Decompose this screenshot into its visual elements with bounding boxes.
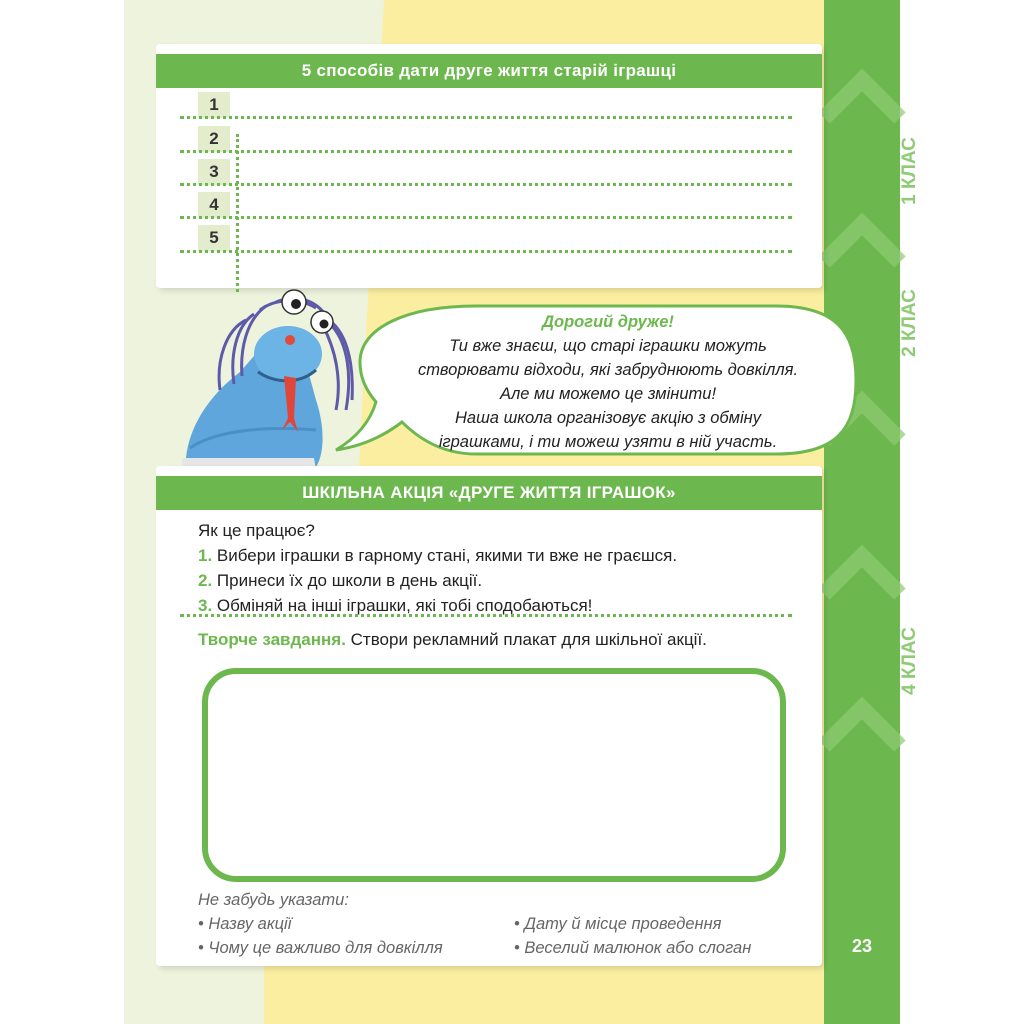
reminder-heading: Не забудь указати: — [198, 891, 349, 909]
vertical-dotted-divider — [236, 134, 239, 292]
number-badge-1: 1 — [198, 92, 230, 118]
page-number: 23 — [851, 936, 873, 956]
tab-grade-1[interactable]: 1 КЛАС — [899, 137, 920, 205]
reminder-item-3: • Дату й місце проведення — [514, 915, 722, 933]
grade-side-strip — [824, 0, 921, 1024]
creative-task — [198, 630, 707, 650]
reminder-item-1: • Назву акції — [198, 915, 292, 933]
answer-line-4[interactable] — [180, 216, 792, 219]
reminder-item-2: • Чому це важливо для довкілля — [198, 939, 443, 957]
bubble-line-4: Наша школа організовує акцію з обміну — [455, 409, 761, 427]
section-divider — [180, 614, 792, 617]
step-2-number: 2. — [198, 571, 213, 590]
answer-line-2[interactable] — [180, 150, 792, 153]
school-action-card — [156, 466, 822, 966]
ways-title: 5 способів дати друге життя старій іграшці — [156, 54, 822, 88]
poster-drawing-area[interactable] — [202, 668, 786, 882]
answer-line-1[interactable] — [180, 116, 792, 119]
reminder-item-4: • Веселий малюнок або слоган — [514, 939, 752, 957]
ways-card — [156, 44, 822, 288]
reminder-list — [198, 888, 798, 957]
step-1 — [198, 543, 677, 568]
bubble-line-3: Але ми можемо це змінити! — [499, 385, 717, 403]
step-2 — [198, 568, 677, 593]
bubble-line-1: Ти вже знаєш, що старі іграшки можуть — [449, 337, 767, 355]
step-3-text: Обміняй на інші іграшки, які тобі сподобаються! — [216, 596, 593, 615]
tab-grade-2[interactable]: 2 КЛАС — [899, 289, 920, 357]
reminder-col-left — [198, 912, 443, 960]
number-badge-2: 2 — [198, 126, 230, 152]
task-label: Творче завдання. — [198, 630, 346, 649]
number-badge-5: 5 — [198, 225, 230, 251]
tab-grade-4[interactable]: 4 КЛАС — [899, 627, 920, 695]
reminder-col-right — [514, 912, 751, 960]
step-1-text: Вибери іграшки в гарному стані, якими ти вже не граєшся. — [216, 546, 678, 565]
greeting: Дорогий друже! — [542, 313, 674, 331]
how-it-works — [198, 518, 677, 618]
number-badge-4: 4 — [198, 192, 230, 218]
action-title: ШКІЛЬНА АКЦІЯ «ДРУГЕ ЖИТТЯ ІГРАШОК» — [156, 476, 822, 510]
bubble-text — [360, 310, 856, 454]
task-text: Створи рекламний плакат для шкільної акції. — [350, 630, 707, 649]
speech-bubble — [360, 302, 856, 456]
tab-grade-3[interactable]: 3 КЛАС — [898, 459, 921, 532]
number-badge-3: 3 — [198, 159, 230, 185]
step-1-number: 1. — [198, 546, 213, 565]
how-question: Як це працює? — [198, 521, 315, 540]
answer-line-5[interactable] — [180, 250, 792, 253]
step-3-number: 3. — [198, 596, 213, 615]
bubble-line-5: іграшками, і ти можеш узяти в ній участь. — [438, 433, 778, 451]
bubble-line-2: створювати відходи, які забруднюють довкілля. — [417, 361, 799, 379]
step-2-text: Принеси їх до школи в день акції. — [216, 571, 483, 590]
answer-line-3[interactable] — [180, 183, 792, 186]
